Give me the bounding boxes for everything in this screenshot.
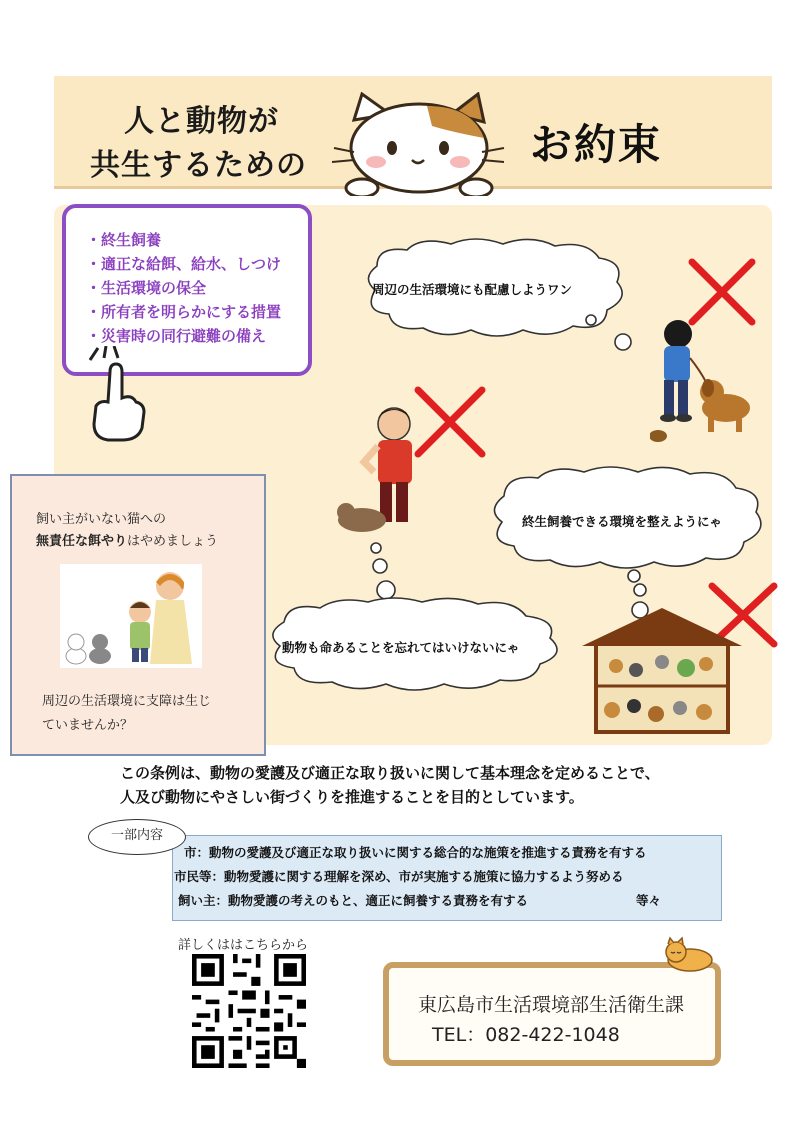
- rule-item: ・ 生活環境の保全: [86, 276, 308, 300]
- qr-label: 詳しくははこちらから: [178, 938, 309, 953]
- title-line-2: 共生するための: [90, 148, 307, 183]
- rule-item: ・ 所有者を明らかにする措置: [86, 300, 308, 324]
- crowded-house-illustration-icon: [582, 606, 742, 734]
- prohibited-cross-icon: [686, 256, 758, 328]
- qr-code-icon[interactable]: [192, 954, 306, 1068]
- family-with-cats-illustration: [60, 564, 202, 668]
- purpose-line-1: この条例は、動物の愛護及び適正な取り扱いに関して基本理念を定めることで、: [120, 764, 660, 782]
- stray-box-line-3: 周辺の生活環境に支障は生じ: [42, 694, 212, 709]
- dog-bubble-text: 周辺の生活環境にも配慮しようワン: [372, 282, 573, 297]
- stray-box-line-2: [36, 530, 218, 549]
- pointing-hand-icon: [84, 346, 148, 442]
- excerpt-line-city: 市：動物の愛護及び適正な取り扱いに関する総合的な施策を推進する責務を有する: [184, 845, 647, 860]
- rule-item: ・ 終生飼養: [86, 228, 308, 252]
- rule-item: ・ 災害時の同行避難の備え: [86, 324, 308, 348]
- stray-box-line-4: ていませんか？: [42, 718, 134, 733]
- sleeping-cat-icon: [662, 936, 714, 972]
- excerpt-line-owners: 飼い主：動物愛護の考えのもと、適正に飼養する責務を有する: [178, 893, 529, 908]
- title-line-1: 人と動物が: [124, 104, 279, 139]
- contact-phone: TEL：082-422-1048: [432, 1024, 620, 1046]
- title-promise: お約束: [530, 120, 663, 169]
- contact-department: 東広島市生活環境部生活衛生課: [418, 994, 685, 1016]
- family-cats-icon: [60, 564, 202, 668]
- stray-box-line-1: 飼い主がいない猫への: [36, 512, 167, 527]
- excerpt-badge: 一部内容: [88, 819, 186, 855]
- cat-mascot-icon: [332, 92, 506, 196]
- excerpt-etc: 等々: [636, 893, 662, 908]
- rules-list: [66, 208, 308, 348]
- angry-man-illustration-icon: [334, 402, 444, 542]
- hoarding-bubble-text: 終生飼養できる環境を整えようにゃ: [522, 514, 722, 529]
- life-bubble-text: 動物も命あることを忘れてはいけないにゃ: [282, 640, 520, 655]
- stray-box-line-2-rest: はやめましょう: [127, 534, 219, 549]
- stray-box-emphasis: 無責任な餌やり: [36, 534, 128, 549]
- rule-item: ・ 適正な給餌、給水、しつけ: [86, 252, 308, 276]
- purpose-line-2: 人及び動物にやさしい街づくりを推進することを目的としています。: [120, 788, 584, 806]
- dog-walker-illustration-icon: [650, 318, 760, 448]
- excerpt-line-citizens: 市民等：動物愛護に関する理解を深め、市が実施する施策に協力するよう努める: [174, 869, 624, 884]
